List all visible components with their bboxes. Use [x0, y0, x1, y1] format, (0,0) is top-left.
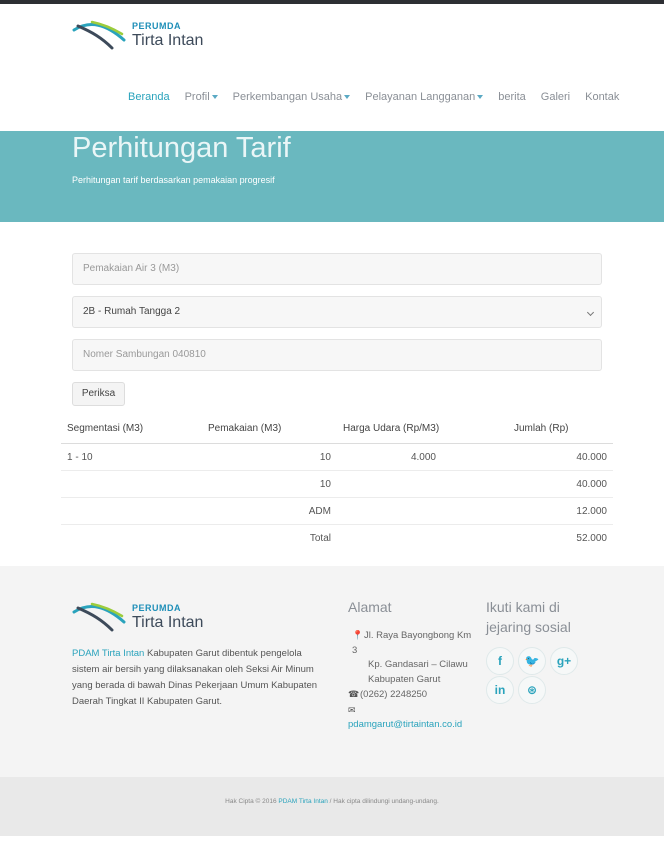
- logo-small-text: PERUMDA: [132, 20, 182, 31]
- nav-profil[interactable]: [185, 91, 218, 103]
- nav-perkembangan-usaha[interactable]: [233, 91, 350, 103]
- nav-pelayanan-langganan-label: Pelayanan Langganan: [365, 91, 476, 103]
- connection-number-input[interactable]: Nomer Sambungan 040810: [72, 339, 602, 371]
- check-button[interactable]: Periksa: [72, 382, 125, 406]
- page-title: Perhitungan Tarif: [72, 132, 291, 164]
- header-usage: Pemakaian (M3): [208, 423, 282, 434]
- footer-about-text: Kabupaten Garut dibentuk pengelola sistem air bersih yang dilaksanakan oleh Seksi Air Minum yang berada di bawah Dinas Pekerjaan Umum Kabupaten Daerah Tingkat II Kabupaten Garut.: [72, 648, 318, 707]
- copyright-brand-link[interactable]: PDAM Tirta Intan: [278, 798, 328, 805]
- google-plus-icon[interactable]: g+: [550, 647, 578, 675]
- table-row: [61, 444, 613, 471]
- phone-number: (0262) 2248250: [360, 689, 428, 700]
- header-price: Harga Udara (Rp/M3): [343, 423, 440, 434]
- cell-price: 4.000: [410, 452, 436, 463]
- copyright-prefix: Hak Cipta © 2016: [225, 798, 279, 805]
- nav-profil-label: Profil: [184, 91, 210, 103]
- header-amount: Jumlah (Rp): [514, 423, 569, 434]
- footer-logo[interactable]: [72, 600, 203, 634]
- nav-berita[interactable]: berita: [498, 91, 526, 103]
- phone-icon: ☎: [348, 689, 360, 699]
- footer-about: [72, 646, 327, 710]
- table-row: [61, 471, 613, 498]
- address-title: Alamat: [348, 599, 392, 615]
- cell-amount: 12.000: [576, 506, 607, 517]
- social-title: Ikuti kami di jejaring sosial: [486, 599, 571, 635]
- map-marker-icon: 📍: [352, 630, 364, 640]
- nav-galeri[interactable]: Galeri: [540, 91, 571, 103]
- logo-big-text: Tirta Intan: [132, 31, 204, 49]
- category-select[interactable]: [72, 296, 602, 328]
- facebook-icon[interactable]: f: [486, 647, 514, 675]
- chevron-down-icon: [587, 309, 594, 316]
- page-subtitle: Perhitungan tarif berdasarkan pemakaian progresif: [72, 175, 275, 185]
- page-banner: [0, 131, 664, 222]
- logo-swoosh-icon: [72, 600, 128, 634]
- site-header: [0, 4, 664, 131]
- nav-perkembangan-usaha-label: Perkembangan Usaha: [232, 91, 343, 103]
- cell-usage: ADM: [308, 506, 331, 517]
- cell-amount: 52.000: [576, 533, 607, 544]
- nav-pelayanan-langganan[interactable]: [365, 91, 483, 103]
- footer-about-brand[interactable]: PDAM Tirta Intan: [72, 648, 145, 659]
- caret-down-icon: [344, 95, 350, 99]
- cell-usage: 10: [319, 479, 331, 490]
- site-footer: [0, 566, 664, 777]
- copyright-suffix: / Hak cipta dilindungi undang-undang.: [327, 798, 439, 805]
- address-line-3: Kabupaten Garut: [368, 673, 441, 685]
- dribbble-icon[interactable]: ⊛: [518, 676, 546, 704]
- caret-down-icon: [477, 95, 483, 99]
- address-block: [348, 628, 473, 733]
- cell-segment: 1 - 10: [67, 452, 93, 463]
- linkedin-icon[interactable]: in: [486, 676, 514, 704]
- logo-swoosh-icon: [72, 18, 128, 52]
- main-nav: [128, 91, 634, 103]
- twitter-icon[interactable]: 🐦: [518, 647, 546, 675]
- footer-logo-small-text: PERUMDA: [132, 602, 182, 613]
- header-segment: Segmentasi (M3): [67, 423, 144, 434]
- category-select-value: 2B - Rumah Tangga 2: [83, 306, 181, 317]
- site-logo[interactable]: [72, 18, 203, 52]
- copyright-bar: [0, 777, 664, 836]
- cell-usage: Total: [309, 533, 331, 544]
- cell-amount: 40.000: [576, 452, 607, 463]
- nav-kontak[interactable]: Kontak: [585, 91, 620, 103]
- email-link[interactable]: pdamgarut@tirtaintan.co.id: [348, 719, 463, 730]
- cell-usage: 10: [319, 452, 331, 463]
- caret-down-icon: [212, 95, 218, 99]
- address-line-1: Jl. Raya Bayongbong Km 3: [352, 630, 472, 656]
- cell-amount: 40.000: [576, 479, 607, 490]
- usage-input[interactable]: Pemakaian Air 3 (M3): [72, 253, 602, 285]
- nav-beranda[interactable]: Beranda: [128, 91, 170, 103]
- tariff-table: [61, 416, 613, 552]
- table-header: [61, 416, 613, 444]
- envelope-icon: ✉: [348, 704, 356, 715]
- footer-logo-big-text: Tirta Intan: [132, 613, 204, 631]
- table-row: [61, 525, 613, 552]
- table-row: [61, 498, 613, 525]
- address-line-2: Kp. Gandasari – Cilawu: [368, 659, 468, 670]
